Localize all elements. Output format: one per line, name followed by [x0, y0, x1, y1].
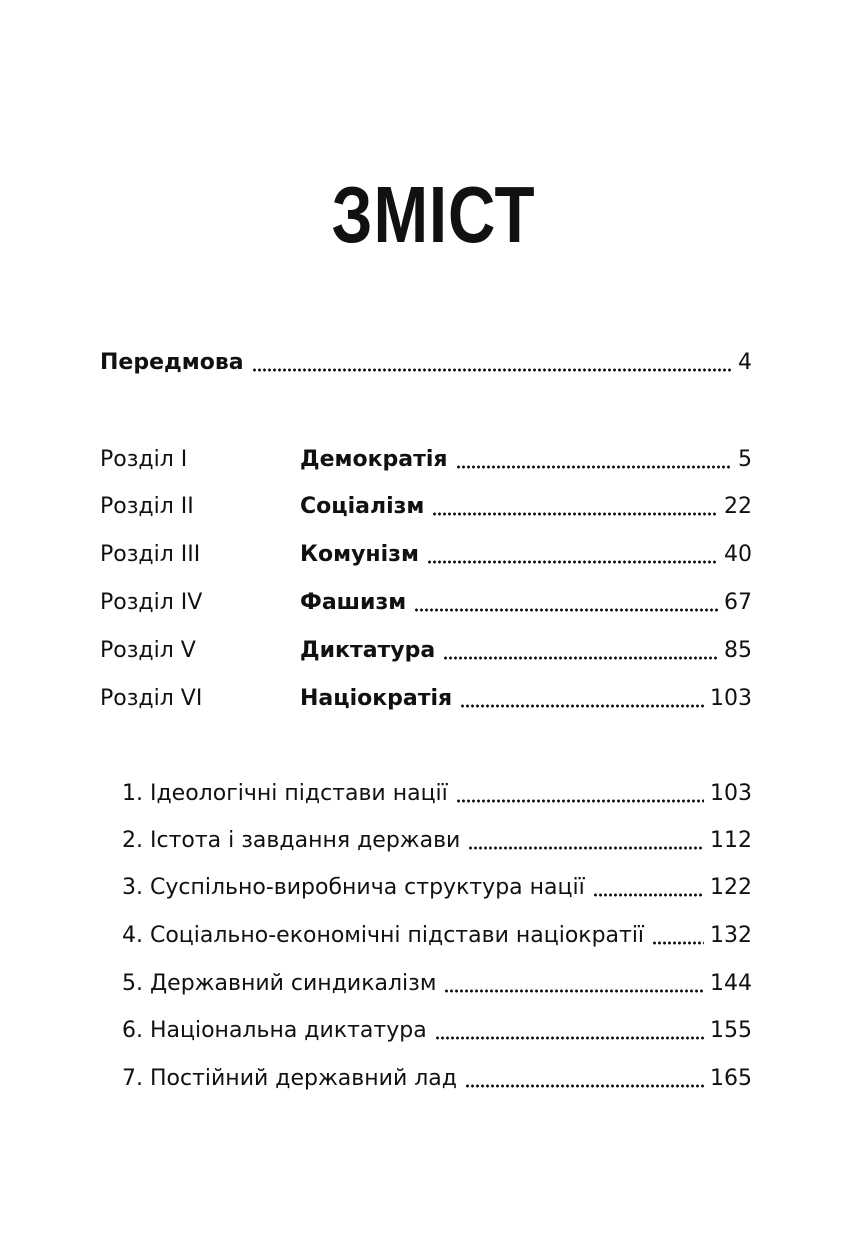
dot-leader	[593, 893, 704, 897]
subsection-title: 6. Національна диктатура	[122, 1018, 427, 1043]
toc-entry-chapter[interactable]	[100, 588, 752, 618]
toc-entry-chapter[interactable]	[100, 492, 752, 522]
toc-entry-subsection[interactable]	[122, 921, 752, 951]
dot-leader	[432, 512, 718, 516]
chapter-title: Соціалізм	[300, 494, 425, 519]
subsection-title: 5. Державний синдикалізм	[122, 971, 437, 996]
toc-page-number: 165	[710, 1066, 752, 1091]
toc-entry-subsection[interactable]	[122, 1064, 752, 1094]
toc-entry-subsection[interactable]	[122, 779, 752, 809]
toc-page-number: 103	[710, 781, 752, 806]
chapter-section-label: Розділ IV	[100, 590, 203, 615]
subsection-title: 3. Суспільно-виробнича структура нації	[122, 875, 585, 900]
dot-leader	[456, 799, 704, 803]
chapter-title: Комунізм	[300, 542, 419, 567]
toc-page-number: 40	[724, 542, 752, 567]
toc-entry-preface[interactable]	[100, 348, 752, 378]
toc-entry-chapter[interactable]	[100, 636, 752, 666]
toc-entry-chapter[interactable]	[100, 684, 752, 714]
dot-leader	[414, 608, 718, 612]
page-title: ЗМІСТ	[331, 170, 536, 259]
toc-entry-subsection[interactable]	[122, 873, 752, 903]
chapter-section-label: Розділ II	[100, 494, 194, 519]
toc-page-number: 122	[710, 875, 752, 900]
chapter-title: Диктатура	[300, 638, 436, 663]
dot-leader	[456, 465, 732, 469]
chapter-section-label: Розділ V	[100, 638, 196, 663]
dot-leader	[444, 989, 704, 993]
toc-page-number: 144	[710, 971, 752, 996]
dot-leader	[252, 368, 732, 372]
subsection-title: 7. Постійний державний лад	[122, 1066, 457, 1091]
dot-leader	[427, 560, 718, 564]
toc-entry-subsection[interactable]	[122, 826, 752, 856]
toc-page-number: 67	[724, 590, 752, 615]
toc-entry-subsection[interactable]	[122, 1016, 752, 1046]
dot-leader	[460, 704, 704, 708]
chapter-title: Націократія	[300, 686, 453, 711]
dot-leader	[468, 846, 704, 850]
toc-page-number: 22	[724, 494, 752, 519]
toc-entry-subsection[interactable]	[122, 969, 752, 999]
toc-entry-label: Передмова	[100, 350, 244, 375]
dot-leader	[435, 1036, 704, 1040]
chapter-title: Демократія	[300, 447, 448, 472]
toc-entry-chapter[interactable]	[100, 540, 752, 570]
subsection-title: 4. Соціально-економічні підстави націократії	[122, 923, 645, 948]
toc-page-number: 132	[710, 923, 752, 948]
toc-page-number: 112	[710, 828, 752, 853]
toc-page-number: 5	[738, 447, 752, 472]
chapter-title: Фашизм	[300, 590, 407, 615]
chapter-section-label: Розділ I	[100, 447, 188, 472]
chapter-section-label: Розділ III	[100, 542, 201, 567]
toc-page-number: 155	[710, 1018, 752, 1043]
subsection-title: 2. Істота і завдання держави	[122, 828, 461, 853]
dot-leader	[465, 1084, 704, 1088]
toc-page-number: 4	[738, 350, 752, 375]
chapter-section-label: Розділ VI	[100, 686, 203, 711]
subsection-title: 1. Ідеологічні підстави нації	[122, 781, 448, 806]
toc-page-number: 85	[724, 638, 752, 663]
dot-leader	[652, 941, 704, 945]
toc-entry-chapter[interactable]	[100, 445, 752, 475]
toc-page-number: 103	[710, 686, 752, 711]
dot-leader	[443, 656, 718, 660]
